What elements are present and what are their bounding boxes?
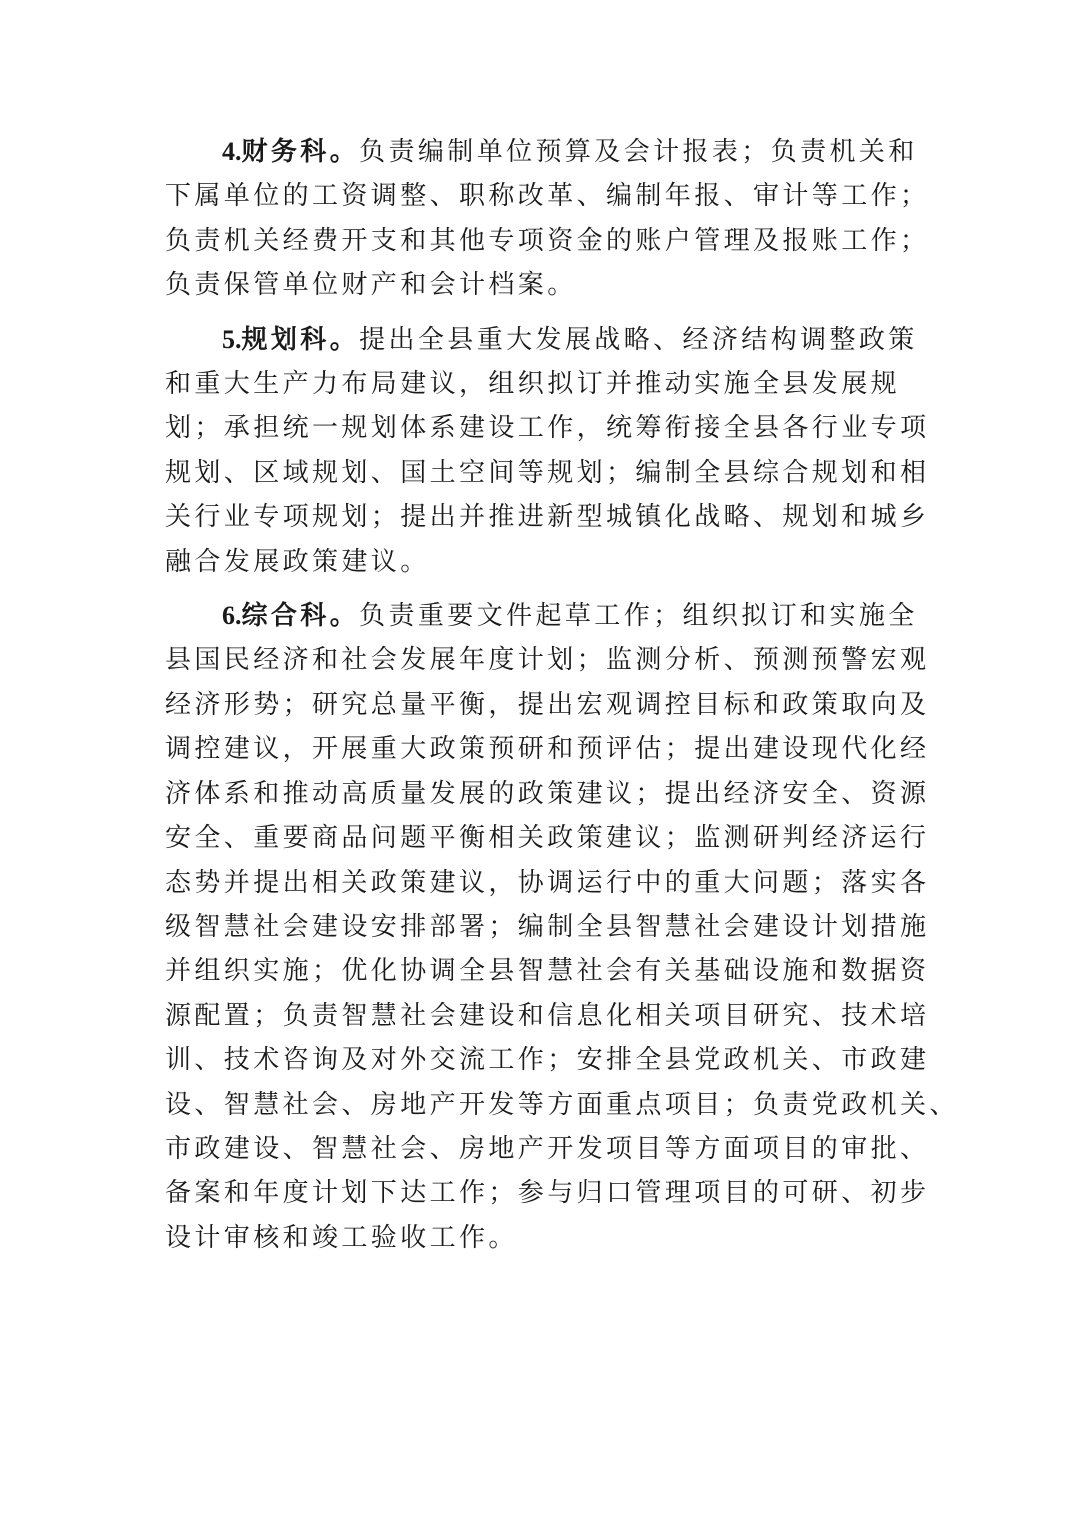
paragraph-text: 负责重要文件起草工作；组织拟订和实施全 [359,601,918,632]
paragraph-line: 安全、重要商品问题平衡相关政策建议；监测研判经济运行 [165,823,930,854]
paragraph-line: 负责保管单位财产和会计档案。 [165,270,577,301]
section-number: 6. [222,601,242,631]
paragraph-line: 备案和年度计划下达工作；参与归口管理项目的可研、初步 [165,1178,930,1209]
paragraph-line: 划；承担统一规划体系建设工作，统筹衔接全县各行业专项 [165,413,930,444]
paragraph-line [165,130,918,174]
paragraph-line: 并组织实施；优化协调全县智慧社会有关基础设施和数据资 [165,956,930,987]
paragraph-line [165,318,918,362]
section-finance [165,130,930,308]
paragraph-line: 下属单位的工资调整、职称改革、编制年报、审计等工作； [165,181,930,212]
paragraph-line: 负责机关经费开支和其他专项资金的账户管理及报账工作； [165,225,930,256]
paragraph-line: 设、智慧社会、房地产开发等方面重点项目；负责党政机关、 [165,1089,959,1120]
paragraph-line: 设计审核和竣工验收工作。 [165,1222,518,1253]
paragraph-line: 关行业专项规划；提出并推进新型城镇化战略、规划和城乡 [165,502,930,533]
paragraph-line: 济体系和推动高质量发展的政策建议；提出经济安全、资源 [165,778,930,809]
paragraph-line: 县国民经济和社会发展年度计划；监测分析、预测预警宏观 [165,645,930,676]
paragraph-line: 和重大生产力布局建议，组织拟订并推动实施全县发展规 [165,369,901,400]
paragraph-line [165,594,918,638]
section-heading: 规划科。 [241,324,360,355]
paragraph-line: 市政建设、智慧社会、房地产开发项目等方面项目的审批、 [165,1133,930,1164]
paragraph-text: 提出全县重大发展战略、经济结构调整政策 [359,324,918,355]
paragraph-line: 训、技术咨询及对外交流工作；安排全县党政机关、市政建 [165,1045,930,1076]
paragraph-line: 经济形势；研究总量平衡，提出宏观调控目标和政策取向及 [165,689,930,720]
section-planning [165,318,930,584]
paragraph-line: 态势并提出相关政策建议，协调运行中的重大问题；落实各 [165,867,930,898]
paragraph-line: 调控建议，开展重大政策预研和预评估；提出建设现代化经 [165,734,930,765]
section-general [165,594,959,1260]
section-number: 4. [222,137,242,166]
paragraph-text: 负责编制单位预算及会计报表；负责机关和 [359,137,918,167]
paragraph-line: 融合发展政策建议。 [165,546,430,577]
paragraph-line: 级智慧社会建设安排部署；编制全县智慧社会建设计划措施 [165,911,930,942]
section-heading: 财务科。 [241,137,360,167]
paragraph-line: 规划、区域规划、国土空间等规划；编制全县综合规划和相 [165,457,930,488]
section-number: 5. [222,324,242,354]
paragraph-line: 源配置；负责智慧社会建设和信息化相关项目研究、技术培 [165,1000,930,1031]
section-heading: 综合科。 [241,601,360,632]
document-page [165,130,959,1260]
